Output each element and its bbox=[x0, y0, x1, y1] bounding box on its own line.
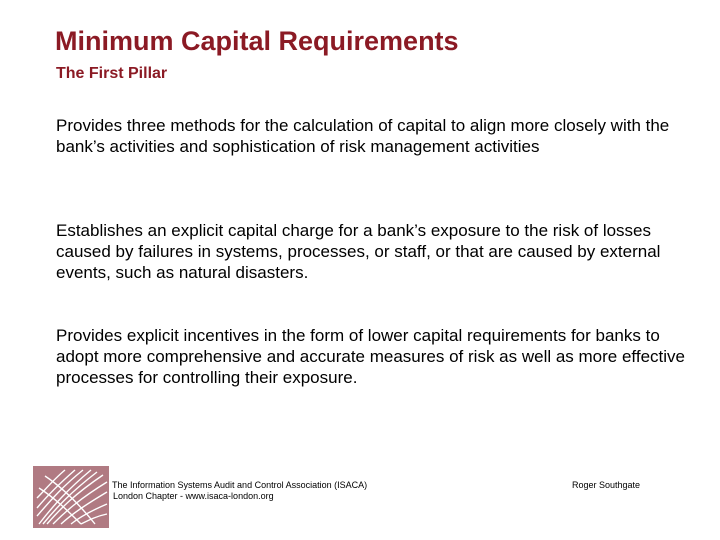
footer-organization: The Information Systems Audit and Control Association (ISACA) bbox=[112, 480, 368, 490]
footer-author: Roger Southgate bbox=[572, 480, 641, 490]
slide-subtitle: The First Pillar bbox=[56, 65, 168, 82]
isaca-logo-icon bbox=[33, 466, 109, 528]
slide-title: Minimum Capital Requirements bbox=[55, 26, 459, 56]
paragraph-methods: Provides three methods for the calculation of capital to align more closely with the bank’s activities and sophistication of risk management activities bbox=[56, 116, 670, 156]
paragraph-capital-charge: Establishes an explicit capital charge for a bank’s exposure to the risk of losses caused by failures in systems, processes, or staff, or that are caused by external events, such as natural disasters. bbox=[56, 221, 661, 282]
paragraph-incentives: Provides explicit incentives in the form of lower capital requirements for banks to adopt more comprehensive and accurate measures of risk as well as more effective processes for controlling their exposure. bbox=[56, 326, 685, 387]
footer-chapter: London Chapter - www.isaca-london.org bbox=[113, 491, 274, 501]
